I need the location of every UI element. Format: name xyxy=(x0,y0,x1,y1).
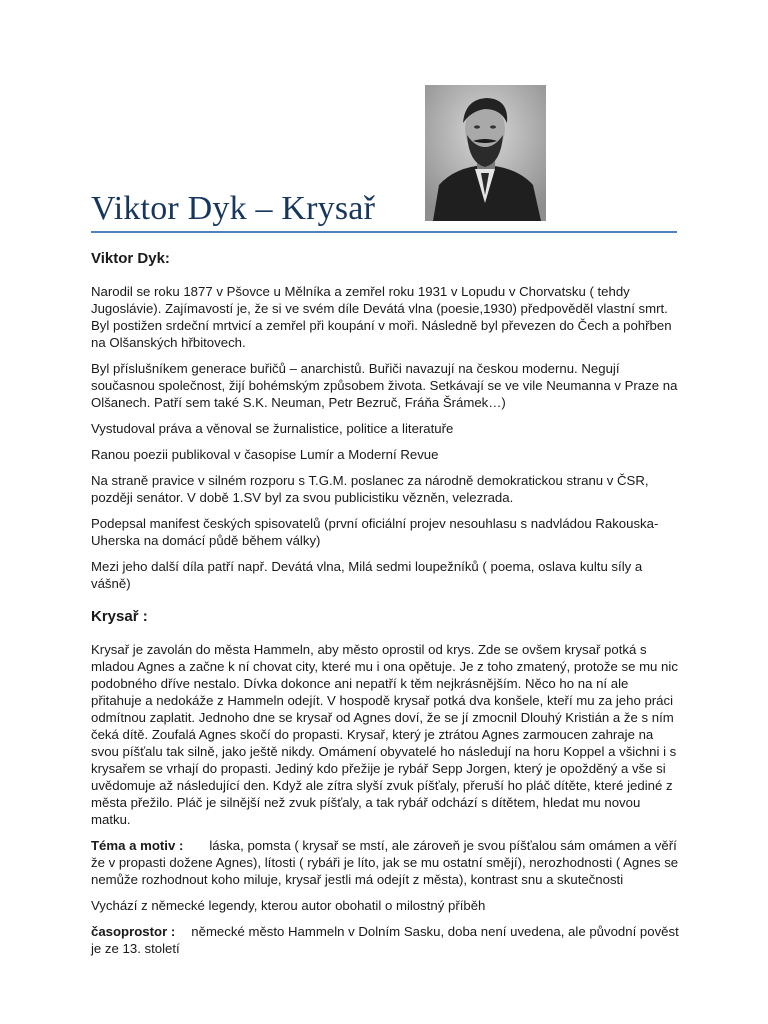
document-title: Viktor Dyk – Krysař xyxy=(91,190,376,227)
plot-paragraph: Krysař je zavolán do města Hammeln, aby město oprostil od krys. Zde se ovšem krysař potká s mladou Agnes a začne k ní chovat city, které mu i ona opětuje. Je z toho zmatený, protože se mu nic podobného dříve nestalo. Dívka dokonce ani nepatří k těm nejkrásnějším. Něco ho na ní ale přitahuje a nedokáže z Hammeln odejít. V hospodě krysař potká dva konšele, kteří mu za jeho práci odmítnou zaplatit. Jednoho dne se krysař od Agnes doví, že se jí zmocnil Dlouhý Kristián a že s ním čeká dítě. Zoufalá Agnes skočí do propasti. Krysař, který je ztrátou Agnes zarmoucen zahraje na svou píšťalu tak silně, jako ještě nikdy. Omámení obyvatelé ho následují na horu Koppel a všichni i s krysařem se vrhají do propasti. Jediný kdo přežije je rybář Sepp Jorgen, který je opožděný a vše si uvědomuje až následující den. Když ale zítra slyší zvuk píšťaly, přeruší ho pláč dítěte, které jediné z města přežilo. Pláč je silnější než zvuk píšťaly, a tak rybář odchází s dítětem, hledat mu novou matku. xyxy=(91,642,678,827)
author-portrait-photo xyxy=(425,85,546,221)
title-underline xyxy=(91,231,677,233)
author-paragraph-1: Narodil se roku 1877 v Pšovce u Mělníka a zemřel roku 1931 v Lopudu v Chorvatsku ( tehdy Jugoslávie). Zajímavostí je, že si ve svém díle Devátá vlna (poesie,1930) předpověděl vlastní smrt. Byl postižen srdeční mrtvicí a zemřel při koupání v moři. Následně byl převezen do Čech a pohřben na Olšanských hřbitovech. xyxy=(91,284,672,350)
theme-paragraph xyxy=(91,837,681,888)
author-heading: Viktor Dyk: xyxy=(91,250,170,267)
author-paragraph-3: Vystudoval práva a věnoval se žurnalistice, politice a literatuře xyxy=(91,421,454,436)
source-paragraph: Vychází z německé legendy, kterou autor obohatil o milostný příběh xyxy=(91,898,486,913)
setting-paragraph xyxy=(91,923,681,957)
author-paragraph-7: Mezi jeho další díla patří např. Devátá vlna, Milá sedmi loupežníků ( poema, oslava kultu síly a vášně) xyxy=(91,559,643,591)
theme-text: láska, pomsta ( krysař se mstí, ale zároveň je svou píšťalou sám omámen a věří že v propasti dožene Agnes), lítosti ( rybáři je líto, jak se mu ostatní smějí), nerozhodnosti ( Agnes se nemůže rozhodnout koho miluje, krysař jestli má odejít z města), kontrast snu a skutečnosti xyxy=(91,838,679,887)
work-heading: Krysař : xyxy=(91,608,148,625)
author-paragraph-5: Na straně pravice v silném rozporu s T.G.M. poslanec za národně demokratickou stranu v ČSR, později senátor. V době 1.SV byl za svou publicistiku vězněn, velezrada. xyxy=(91,473,649,505)
author-paragraph-2: Byl příslušníkem generace buřičů – anarchistů. Buřiči navazují na českou modernu. Negují současnou společnost, žijí bohémským způsobem života. Setkávají se ve vile Neumanna v Praze na Olšanech. Patří sem také S.K. Neuman, Petr Bezruč, Fráňa Šrámek…) xyxy=(91,361,678,410)
author-paragraph-6: Podepsal manifest českých spisovatelů (první oficiální projev nesouhlasu s nadvládou Rakouska-Uherska na domácí půdě během války) xyxy=(91,516,659,548)
theme-label: Téma a motiv : xyxy=(91,838,184,853)
document-body xyxy=(91,249,681,966)
setting-label: časoprostor : xyxy=(91,924,176,939)
setting-text: německé město Hammeln v Dolním Sasku, doba není uvedena, ale původní pověst je ze 13. století xyxy=(91,924,679,956)
author-paragraph-4: Ranou poezii publikoval v časopise Lumír a Moderní Revue xyxy=(91,447,439,462)
